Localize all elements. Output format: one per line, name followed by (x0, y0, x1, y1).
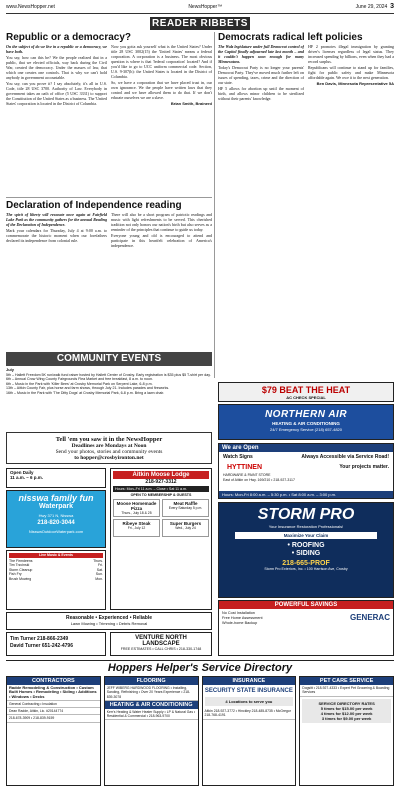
event-item: 5th – Hallett Freedom 5K run/walk fund raiser hosted by Hallett Center of Crosby. Early registration is $35 plus $5 T-shirt per day. (6, 372, 211, 377)
directory-rates: SERVICE DIRECTORY RATES 5 times for $15.00 per week 4 times for $12.00 per week 3 times for $9.00 per week (302, 699, 391, 723)
waterpark-ad[interactable]: nisswa family fun Waterpark Hwy 371 N, Nisswa 218-820-3044 NisswaOutdoorWaterpark.com (6, 490, 106, 548)
lawn-service-ad[interactable]: Reasonable • Experienced • Reliable Lawn Mowing • Trimming • Debris Removal (6, 612, 212, 630)
storm-pro-phone: 218-665-PROF (282, 560, 330, 567)
article-byline: Ben Davis, Minnesota Representative 5A (316, 81, 394, 86)
article-column: The Walz legislature under full Democrat control of the Capitol finally adjourned late last month – and it couldn't happen soon enough for many Minnesotans. Today's Democrat Party is no longer your parents' Democrat Party. They've moved much further left on issues of spending, taxes, crime and the direction of our state. HF 5 allows for abortion up until the moment of birth, and allows minor children to be sterilized without their parents' knowledge. (218, 44, 304, 101)
directory-flooring: FLOORING JEFF WIBERG HARDWOOD FLOORING • Installing, Sanding, Refinishing • Over 20 Years Experience • 218-839-3078 HEATING & AIR CONDITIONING Kerr's Heating & Water Heater Supply • LP & Natural Gas • Residential & Commercial • 218-963-9700 (104, 676, 199, 786)
menu-special: Ribeye Steak Fri., July 12 (113, 519, 160, 537)
list-item: Brush Mowing Mon. (9, 576, 103, 581)
generac-logo: GENERAC (349, 612, 390, 622)
event-item: 6th – Music in the Park with 'Killer Bees' at Crosby Memorial Park on Serpent Lake, 6-8 p.m. (6, 381, 153, 386)
storm-pro-ad[interactable]: STORM PRO Your Insurance Restoration Professionals! Maximize Your Claim • ROOFING • SIDING 218-665-PROF Storm Pro Exteriors, Inc. • 100 Harrison Ave, Crosby (218, 502, 394, 598)
service-directory (6, 676, 394, 786)
article-column: There will also be a short program of patriotic readings and music with light refreshments to be served. This cherished tradition not only honors our nation's birth but also serves as a reminder of the principles that continue to guide us today. Everyone young and old is encouraged to attend and participate in this heartfelt celebration of America's independence. (111, 212, 212, 248)
list-item: Tim Trzcinski Fri. (9, 563, 103, 567)
article-column: The spirit of liberty will resonate once again at Fairfield Lake Park as the community gathers for the annual Reading of the Declaration of Independence. Mark your calendars for Thursday, July 4 at 9:00 a.m. to commemorate the historic moment when our forefathers declared its independence from colonial rule. (6, 212, 107, 243)
events-month: July (6, 368, 15, 372)
article-column: Now you gotta ask yourself what is the United States? Under title 28 USC 3002(15) the 'United States' means a federal corporation. A corporation is a business. The most obvious question is where is that 'federal corporation' located? And if you'd like to go to UCC uniform commercial code. Section, U.S. 9-307(h): the United States is located in the District of Columbia. So, we have a corporation that we have placed trust in, our own ignorance. We the people have written laws that they control and we have allowed them to do that. If we don't educate ourselves we are a slave. Brian Smith, Brainerd (111, 44, 212, 106)
open-daily-ad[interactable]: Open Daily 11 a.m. – 6 p.m. (6, 468, 106, 488)
directory-listing[interactable]: Dogsitt • 218-927-4333 • Expert Pet Grooming & Boarding Services (300, 685, 393, 697)
menu-special: Moose Homemade Pizza Thurs., July 18 & 25 (113, 499, 160, 517)
article-republic (6, 32, 212, 194)
generac-ad[interactable]: POWERFUL SAVINGS No Cost Installation Free Home Assessment Whole-home Backup GENERAC (218, 600, 394, 656)
directory-contractors: CONTRACTORS Radde Remodeling & Construction • Custom Built Homes • Remodeling • Siding • Additions • Windows • Decks General Contracting • Insulation Dean Radde, Aitkin, Lic. #20144774 218-678-3909 • 218-839-9159 (6, 676, 101, 786)
event-item: 13th – Aitkin County Fair, plus horse and farm shows, through July 21. Includes parades and fireworks. (6, 386, 170, 390)
article-column: HF 2 promotes illegal immigration by granting driver's licenses regardless of legal status. They increased spending by billions, even when they had a record surplus. Republicans will continue to stand up for families, fight for public safety and make Minnesota affordable again. We owe it to the next generation. Ben Davis, Minnesota Representative 5A (308, 44, 394, 86)
article-title: Republic or a democracy? (6, 32, 132, 43)
tell-em-box: Tell 'em you saw it in the NewsHopper Deadlines are Mondays at Noon Send your photos, stories and community events to hopper@crosbyironton.net (6, 432, 212, 464)
directory-listing[interactable]: General Contracting • Insulation (7, 701, 100, 708)
service-directory-title: Hoppers Helper's Service Directory (6, 660, 394, 674)
section-banner: READER RIBBETS (150, 17, 250, 30)
article-democrats (218, 32, 394, 378)
moose-lodge-ad[interactable]: Aitkin Moose Lodge 218-927-3312 Hours: Mon–Fri 11 a.m. – Close • Sat 11 a.m. OPEN TO MEMBERSHIP & GUESTS Moose Homemade Pizza Thurs., July 18 & 25 Meat Raffle Every Saturday 5 p.m. Ribeye Steak Fri., July 12 Super Burgers Wed., July 24 (110, 468, 212, 610)
directory-listing[interactable]: 218-678-3909 • 218-839-9159 (7, 715, 100, 722)
northern-air-ad[interactable]: NORTHERN AIR HEATING & AIR CONDITIONING 24/7 Emergency Service (218) 657-4820 (218, 404, 394, 440)
directory-insurance: INSURANCE SECURITY STATE INSURANCE 4 Locations to serve you Aitkin 218-927-3772 • Hinckley 218-485-8735 • McGregor 218-768-4191 (202, 676, 297, 786)
list-item: Storm Cleanup Sat. (9, 567, 103, 572)
community-events-list (6, 368, 212, 428)
directory-listing[interactable]: Radde Remodeling & Construction • Custom Built Homes • Remodeling • Siding • Additions • Windows • Decks (7, 685, 100, 701)
issue-date: June 29, 2024 3 (355, 3, 394, 10)
waterpark-url[interactable]: NisswaOutdoorWaterpark.com (28, 529, 84, 534)
masthead (6, 0, 394, 14)
directory-listing[interactable]: Kerr's Heating & Water Heater Supply • LP & Natural Gas • Residential & Commercial • 218-963-9700 (105, 709, 198, 721)
community-events-banner: COMMUNITY EVENTS (6, 352, 212, 366)
insurance-logo: SECURITY STATE INSURANCE (204, 688, 293, 694)
menu-special: Meat Raffle Every Saturday 5 p.m. (162, 499, 209, 517)
list-item: The Firmdeens Thurs. (9, 558, 103, 563)
directory-listing[interactable]: Dean Radde, Aitkin, Lic. #20144774 (7, 708, 100, 715)
event-item: 16th – Music in the Park with 'The Ditty Dogs' at Crosby Memorial Park, 6-8 p.m. Bring a lawn chair. (6, 390, 165, 395)
article-title: Declaration of Independence reading (6, 200, 182, 211)
ac-special-ad[interactable]: $79 BEAT THE HEAT AC CHECK SPECIAL (218, 382, 394, 402)
site-url[interactable]: www.NewsHopper.net (6, 3, 55, 10)
events-list-ad[interactable]: Live Music & Events The Firmdeens Thurs. Tim Trzcinski Fri. Storm Cleanup Sat. Fish Fry Sun. Brush Mowing Mon. (6, 550, 106, 610)
turner-ad[interactable]: Tim Turner 218-866-2349 David Turner 651-242-4796 (6, 632, 106, 656)
logo: NewsHopper™ (188, 3, 223, 10)
event-item: 6th – Annual Crow Wing County Fairgrounds Flea Market and free breakfast, 8 a.m. to noon. (6, 377, 154, 381)
directory-listing[interactable]: JEFF WIBERG HARDWOOD FLOORING • Installing, Sanding, Refinishing • Over 20 Years Experience • 218-839-3078 (105, 685, 198, 701)
hyttinen-logo: HYTTINEN (227, 464, 262, 471)
article-title: Democrats radical left policies (218, 32, 363, 43)
menu-special: Super Burgers Wed., July 24 (162, 519, 209, 537)
page-number: 3 (390, 3, 394, 10)
hyttinen-hardware-ad[interactable]: We are Open Watch Signs Always Accessible via Service Road! HYTTINEN Your projects matter. HARDWARE & PAINT STORE East of Aitkin on Hwy. 169/210 • 218-927-3117 Hours: Mon-Fri 8:00 a.m. – 5:30 p.m. • Sat 8:00 a.m. – 3:00 p.m. (218, 443, 394, 499)
venture-north-ad[interactable]: VENTURE NORTH LANDSCAPE FREE ESTIMATES • CALL CHRIS • 218-330-1748 (110, 632, 212, 656)
directory-listing[interactable]: Aitkin 218-927-3772 • Hinckley 218-485-8735 • McGregor 218-768-4191 (203, 708, 296, 720)
article-column: On the subject of do we live in a republic or a democracy, we have both. You say, how can this be? We the people realized that in a public, that we elected officials, way back during the Civil War, created the democracy. Under the masses of law, that which one creates one controls. That is why we can't hold anybody in government accountable. You say, can you prove it? I say absolutely, it's all in U.S. Code, title 28 USC 3700. Authority of Law. Everybody in government takes an oath of office (5 USC 3331) to support the Constitution of the United States as a business. The 'United States' corporation is located in the District of Columbia. (6, 44, 107, 106)
column-divider (214, 32, 215, 378)
waterpark-phone: 218-820-3044 (37, 520, 75, 526)
directory-petcare: PET CARE SERVICE Dogsitt • 218-927-4333 • Expert Pet Grooming & Boarding Services SERVICE DIRECTORY RATES 5 times for $15.00 per week 4 times for $12.00 per week 3 times for $9.00 per week (299, 676, 394, 786)
contact-email[interactable]: to hopper@crosbyironton.net (74, 455, 144, 461)
article-byline: Brian Smith, Brainerd (170, 101, 212, 106)
list-item: Fish Fry Sun. (9, 572, 103, 576)
article-divider (6, 197, 212, 198)
article-declaration (6, 200, 212, 348)
